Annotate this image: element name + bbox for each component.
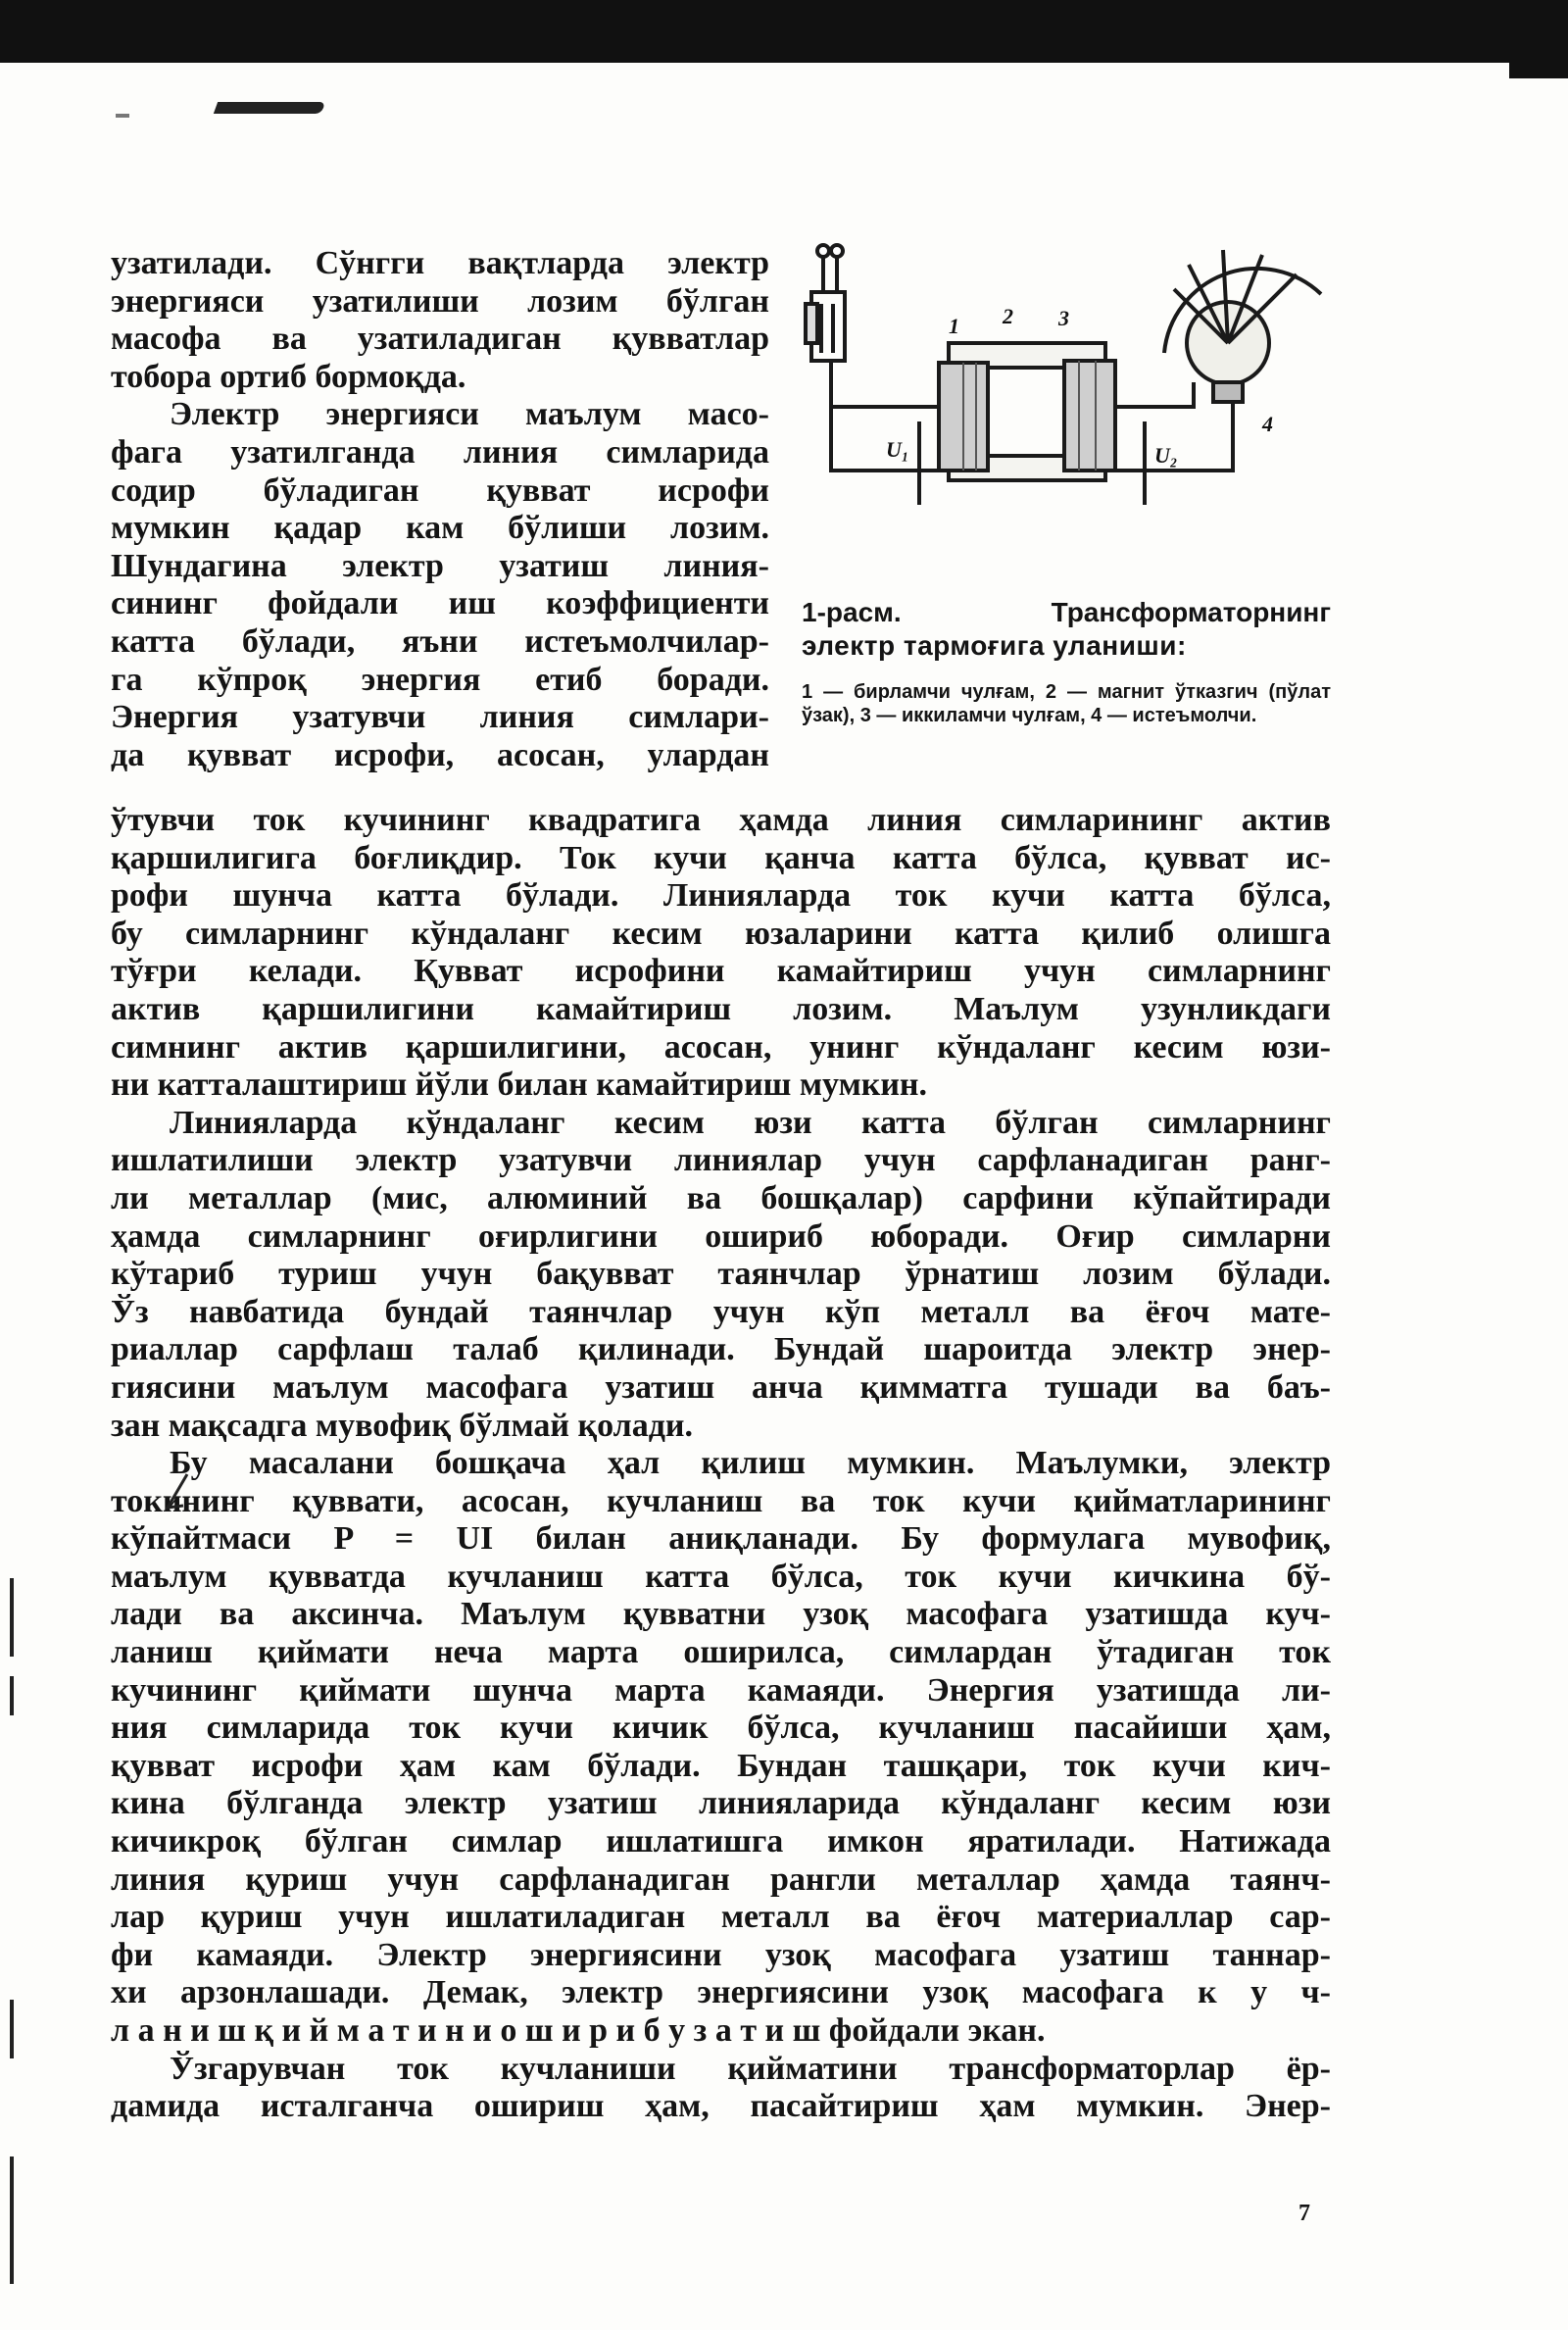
page-number: 7: [1298, 2201, 1310, 2226]
u1-label: U₁: [886, 437, 909, 462]
text-line: Ўз навбатида бундай таянчлар учун кўп металл ва ёғоч мате-: [111, 1293, 1331, 1330]
text-line: бу симларнинг кўндаланг кесим юзаларини катта қилиб олишга: [111, 915, 1331, 952]
text-line: катта бўлади, яъни истеъмолчилар-: [111, 622, 769, 660]
scan-top-border-corner: [1509, 49, 1568, 78]
left-column-text: [111, 245, 769, 774]
text-line: Электр энергияси маълум масо-: [170, 396, 769, 433]
caption-subtitle: электр тармоғига уланиши:: [802, 630, 1187, 661]
text-line: кина бўлганда электр узатиш линияларида кўндаланг кесим юзи: [111, 1785, 1331, 1822]
text-line: қувват исрофи ҳам кам бўлади. Бундан ташқари, ток кучи кич-: [111, 1747, 1331, 1784]
label-2: 2: [1003, 304, 1013, 328]
text-line: кичикроқ бўлган симлар ишлатишга имкон яратилади. Натижада: [111, 1823, 1331, 1860]
scan-top-border: [0, 0, 1568, 63]
text-line: зан мақсадга мувофиқ бўлмай қолади.: [111, 1407, 694, 1444]
text-line: рофи шунча катта бўлади. Линияларда ток кучи катта бўлса,: [111, 877, 1331, 915]
text-line: риаллар сарфлаш талаб қилинади. Бундай шароитда электр энер-: [111, 1331, 1331, 1368]
text-line: кўпайтмаси P = UI билан аниқланади. Бу формулага мувофиқ,: [111, 1520, 1331, 1558]
text-line: Линияларда кўндаланг кесим юзи катта бўлган симларнинг: [170, 1104, 1331, 1141]
scan-edge-artifact: [10, 1578, 14, 1657]
text-line: актив қаршилигини камайтириш лозим. Маълум узунликдаги: [111, 990, 1331, 1027]
text-line: лади ва аксинча. Маълум қувватни узоқ масофага узатишда куч-: [111, 1596, 1331, 1633]
scan-edge-artifact: [10, 2156, 14, 2284]
paragraph-transformers: [111, 2051, 1331, 2126]
caption-legend: 1 — бирламчи чулғам, 2 — магнит ўтказгич (пўлат ўзак), 3 — иккиламчи чулғам, 4 — истеъмолчи.: [802, 681, 1331, 726]
text-line: узатилади. Сўнгги вақтларда электр: [111, 245, 769, 281]
scan-artifact-mark: [214, 102, 325, 114]
paragraph-power-loss: [111, 396, 769, 774]
text-line: ланиш қиймати неча марта оширилса, симлардан ўтадиган ток: [111, 1634, 1331, 1671]
text-line: кўтариб туриш учун бақувват таянчлар ўрнатиш лозим бўлади.: [111, 1256, 1331, 1293]
text-line: ишлатилиши электр узатувчи линиялар учун сарфланадиган ранг-: [111, 1142, 1331, 1179]
secondary-winding: [1064, 361, 1115, 471]
text-line: Шундагина электр узатиш линия-: [111, 547, 769, 584]
text-line: лар қуриш учун ишлатиладиган металл ва ёғоч материаллар сар-: [111, 1899, 1331, 1936]
text-line: фи камаяди. Электр энергиясини узоқ масофага узатиш таннар-: [111, 1936, 1331, 1973]
text-line: Энергия узатувчи линия симлари-: [111, 699, 769, 736]
scan-edge-artifact: [10, 2000, 14, 2058]
text-line: Бу масалани бошқача ҳал қилиш мумкин. Маълумки, электр: [170, 1445, 1331, 1482]
u2-label: U₂: [1154, 443, 1178, 468]
pen-annotation-mark: [162, 1472, 191, 1512]
text-line: фага узатилганда линия симларида: [111, 433, 769, 471]
main-body-text: [111, 802, 1331, 2126]
text-line: линия қуриш учун сарфланадиган рангли металлар ҳамда таянч-: [111, 1860, 1331, 1898]
scan-edge-artifact: [10, 1676, 14, 1715]
text-line: симнинг актив қаршилигини, асосан, унинг кўндаланг кесим юзи-: [111, 1028, 1331, 1066]
text-line: кучининг қиймати шунча марта камаяди. Энергия узатишда ли-: [111, 1671, 1331, 1709]
text-line: да қувват исрофи, асосан, улардан: [111, 736, 769, 773]
paragraph-power-loss-cont: [111, 802, 1331, 1105]
transformer-diagram: [802, 235, 1336, 529]
label-4: 4: [1262, 412, 1273, 436]
text-line: маълум қувватда кучланиш катта бўлса, ток кучи кичкина бў-: [111, 1558, 1331, 1595]
text-line: токининг қуввати, асосан, кучланиш ва ток кучи қийматларининг: [111, 1482, 1331, 1519]
text-line: хи арзонлашади. Демак, электр энергиясини узоқ масофага к у ч-: [111, 1974, 1331, 2011]
text-line: мумкин қадар кам бўлиши лозим.: [111, 510, 769, 547]
text-line: Ўзгарувчан ток кучланиши қийматини трансформаторлар ёр-: [170, 2050, 1331, 2087]
paragraph-intro: [111, 245, 769, 396]
text-line: гиясини маълум масофага узатиш анча қимматга тушади ва баъ-: [111, 1368, 1331, 1406]
text-line: тобора ортиб бормоқда.: [111, 358, 466, 395]
text-line: ни катталаштириш йўли билан камайтириш мумкин.: [111, 1066, 927, 1104]
text-line: ҳамда симларнинг оғирлигини ошириб юборади. Оғир симларни: [111, 1217, 1331, 1255]
text-line: тўғри келади. Қувват исрофини камайтириш учун симларнинг: [111, 953, 1331, 990]
text-line: ўтувчи ток кучининг квадратига ҳамда линия симларининг актив: [111, 802, 1331, 838]
scan-artifact-dots: [116, 114, 129, 118]
text-line: масофа ва узатиладиган қувватлар: [111, 321, 769, 358]
text-line: дамида исталганча ошириш ҳам, пасайтириш ҳам мумкин. Энер-: [111, 2088, 1331, 2125]
text-line: сининг фойдали иш коэффициенти: [111, 585, 769, 622]
text-line: л а н и ш қ и й м а т и н и о ш и р и б у з а т и ш фойдали экан.: [111, 2012, 1046, 2049]
text-line: содир бўладиган қувват исрофи: [111, 471, 769, 509]
text-line: ли металлар (мис, алюминий ва бошқалар) сарфини кўпайтиради: [111, 1179, 1331, 1216]
text-line: га кўпроқ энергия етиб боради.: [111, 661, 769, 698]
paragraph-voltage-increase: [111, 1445, 1331, 2051]
label-1: 1: [949, 314, 959, 338]
label-3: 3: [1058, 306, 1069, 330]
paragraph-metal-consumption: [111, 1105, 1331, 1445]
text-line: энергияси узатилиши лозим бўлган: [111, 282, 769, 320]
text-line: ния симларида ток кучи кичик бўлса, кучланиш пасайиши ҳам,: [111, 1710, 1331, 1747]
caption-title: 1-расм. Трансформаторнинг: [802, 597, 1331, 627]
text-line: қаршилигига боғлиқдир. Ток кучи қанча катта бўлса, қувват ис-: [111, 839, 1331, 876]
figure-caption: [802, 596, 1331, 727]
